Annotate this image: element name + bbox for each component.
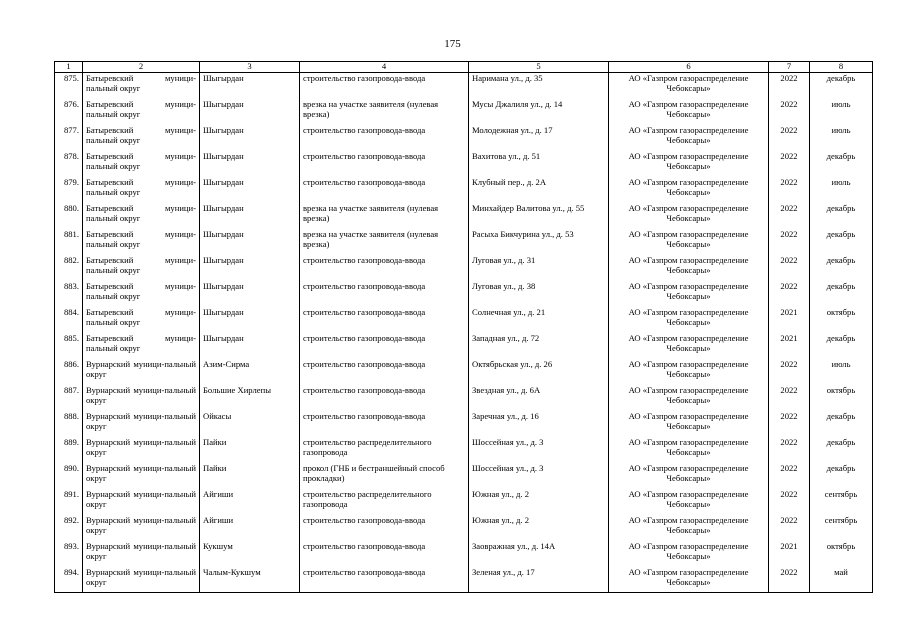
district-cell: Батыревский муници-пальный округ [83,255,200,281]
address-cell: Вахитова ул., д. 51 [469,151,609,177]
month-cell: октябрь [810,307,873,333]
district-cell: Вурнарский муници-пальный округ [83,489,200,515]
month-cell: декабрь [810,229,873,255]
column-header: 6 [609,62,769,73]
work-type-cell: строительство газопровода-ввода [300,177,469,203]
organization-cell: АО «Газпром газораспределение Чебоксары» [609,177,769,203]
table-row [55,411,873,437]
table-row [55,489,873,515]
row-number: 883. [55,281,83,307]
row-number: 889. [55,437,83,463]
year-cell: 2022 [769,177,810,203]
address-cell: Звездная ул., д. 6А [469,385,609,411]
table-row [55,229,873,255]
year-cell: 2022 [769,463,810,489]
district-cell: Вурнарский муници-пальный округ [83,541,200,567]
address-cell: Мусы Джалиля ул., д. 14 [469,99,609,125]
row-number: 894. [55,567,83,593]
column-header: 5 [469,62,609,73]
district-cell: Батыревский муници-пальный округ [83,151,200,177]
year-cell: 2022 [769,489,810,515]
row-number: 878. [55,151,83,177]
organization-cell: АО «Газпром газораспределение Чебоксары» [609,515,769,541]
address-cell: Шоссейная ул., д. 3 [469,463,609,489]
month-cell: декабрь [810,411,873,437]
settlement-cell: Айгиши [200,489,300,515]
settlement-cell: Айгиши [200,515,300,541]
settlement-cell: Ойкасы [200,411,300,437]
district-cell: Вурнарский муници-пальный округ [83,385,200,411]
work-type-cell: строительство газопровода-ввода [300,411,469,437]
month-cell: декабрь [810,203,873,229]
address-cell: Наримана ул., д. 35 [469,73,609,99]
year-cell: 2022 [769,203,810,229]
month-cell: май [810,567,873,593]
month-cell: июль [810,99,873,125]
district-cell: Вурнарский муници-пальный округ [83,359,200,385]
work-type-cell: строительство газопровода-ввода [300,307,469,333]
address-cell: Южная ул., д. 2 [469,515,609,541]
work-type-cell: строительство газопровода-ввода [300,281,469,307]
district-cell: Батыревский муници-пальный округ [83,125,200,151]
year-cell: 2022 [769,281,810,307]
settlement-cell: Шыгырдан [200,73,300,99]
month-cell: декабрь [810,73,873,99]
month-cell: июль [810,177,873,203]
table-row [55,541,873,567]
settlement-cell: Шыгырдан [200,333,300,359]
row-number: 880. [55,203,83,229]
organization-cell: АО «Газпром газораспределение Чебоксары» [609,437,769,463]
table-row [55,567,873,593]
table-row [55,463,873,489]
column-header: 7 [769,62,810,73]
organization-cell: АО «Газпром газораспределение Чебоксары» [609,489,769,515]
year-cell: 2022 [769,567,810,593]
row-number: 893. [55,541,83,567]
table-row [55,307,873,333]
table-row [55,177,873,203]
district-cell: Вурнарский муници-пальный округ [83,567,200,593]
work-type-cell: прокол (ГНБ и бестраншейный способ прокладки) [300,463,469,489]
column-number-row [55,62,873,73]
table-row [55,385,873,411]
year-cell: 2022 [769,125,810,151]
district-cell: Батыревский муници-пальный округ [83,229,200,255]
work-type-cell: врезка на участке заявителя (нулевая врезка) [300,229,469,255]
address-cell: Западная ул., д. 72 [469,333,609,359]
row-number: 890. [55,463,83,489]
work-type-cell: строительство газопровода-ввода [300,151,469,177]
row-number: 879. [55,177,83,203]
organization-cell: АО «Газпром газораспределение Чебоксары» [609,125,769,151]
organization-cell: АО «Газпром газораспределение Чебоксары» [609,359,769,385]
settlement-cell: Шыгырдан [200,307,300,333]
district-cell: Батыревский муници-пальный округ [83,177,200,203]
row-number: 887. [55,385,83,411]
column-header: 8 [810,62,873,73]
work-type-cell: строительство газопровода-ввода [300,359,469,385]
month-cell: июль [810,359,873,385]
district-cell: Батыревский муници-пальный округ [83,333,200,359]
table-row [55,99,873,125]
column-header: 3 [200,62,300,73]
row-number: 886. [55,359,83,385]
table-row [55,203,873,229]
district-cell: Вурнарский муници-пальный округ [83,515,200,541]
work-type-cell: врезка на участке заявителя (нулевая врезка) [300,99,469,125]
row-number: 881. [55,229,83,255]
settlement-cell: Шыгырдан [200,99,300,125]
organization-cell: АО «Газпром газораспределение Чебоксары» [609,151,769,177]
month-cell: сентябрь [810,515,873,541]
address-cell: Солнечная ул., д. 21 [469,307,609,333]
work-type-cell: строительство газопровода-ввода [300,333,469,359]
month-cell: декабрь [810,281,873,307]
address-cell: Заречная ул., д. 16 [469,411,609,437]
table-row [55,515,873,541]
address-cell: Луговая ул., д. 38 [469,281,609,307]
settlement-cell: Чалым-Кукшум [200,567,300,593]
organization-cell: АО «Газпром газораспределение Чебоксары» [609,99,769,125]
settlement-cell: Кукшум [200,541,300,567]
column-header: 2 [83,62,200,73]
work-type-cell: строительство газопровода-ввода [300,73,469,99]
address-cell: Молодежная ул., д. 17 [469,125,609,151]
row-number: 877. [55,125,83,151]
year-cell: 2022 [769,515,810,541]
month-cell: декабрь [810,437,873,463]
address-cell: Клубный пер., д. 2А [469,177,609,203]
year-cell: 2021 [769,541,810,567]
year-cell: 2022 [769,151,810,177]
year-cell: 2022 [769,73,810,99]
organization-cell: АО «Газпром газораспределение Чебоксары» [609,463,769,489]
month-cell: декабрь [810,255,873,281]
address-cell: Луговая ул., д. 31 [469,255,609,281]
organization-cell: АО «Газпром газораспределение Чебоксары» [609,333,769,359]
month-cell: декабрь [810,151,873,177]
column-header: 4 [300,62,469,73]
table-row [55,151,873,177]
table-row [55,255,873,281]
settlement-cell: Шыгырдан [200,203,300,229]
work-type-cell: строительство газопровода-ввода [300,255,469,281]
settlement-cell: Азим-Сирма [200,359,300,385]
column-header: 1 [55,62,83,73]
settlement-cell: Шыгырдан [200,281,300,307]
row-number: 884. [55,307,83,333]
month-cell: июль [810,125,873,151]
address-cell: Октябрьская ул., д. 26 [469,359,609,385]
row-number: 891. [55,489,83,515]
year-cell: 2022 [769,359,810,385]
row-number: 892. [55,515,83,541]
district-cell: Батыревский муници-пальный округ [83,307,200,333]
district-cell: Вурнарский муници-пальный округ [83,411,200,437]
address-cell: Заовражная ул., д. 14А [469,541,609,567]
table-row [55,359,873,385]
settlement-cell: Шыгырдан [200,229,300,255]
row-number: 882. [55,255,83,281]
year-cell: 2022 [769,437,810,463]
organization-cell: АО «Газпром газораспределение Чебоксары» [609,203,769,229]
address-cell: Расыха Бикчурина ул., д. 53 [469,229,609,255]
work-type-cell: строительство распределительного газопровода [300,489,469,515]
address-cell: Шоссейная ул., д. 3 [469,437,609,463]
gasification-table [54,61,873,593]
district-cell: Батыревский муници-пальный округ [83,203,200,229]
work-type-cell: строительство газопровода-ввода [300,515,469,541]
year-cell: 2022 [769,99,810,125]
district-cell: Батыревский муници-пальный округ [83,73,200,99]
work-type-cell: врезка на участке заявителя (нулевая врезка) [300,203,469,229]
organization-cell: АО «Газпром газораспределение Чебоксары» [609,307,769,333]
year-cell: 2021 [769,307,810,333]
settlement-cell: Большие Хирлепы [200,385,300,411]
district-cell: Батыревский муници-пальный округ [83,99,200,125]
page-number: 175 [444,38,461,50]
work-type-cell: строительство газопровода-ввода [300,541,469,567]
table-row [55,125,873,151]
table-row [55,333,873,359]
organization-cell: АО «Газпром газораспределение Чебоксары» [609,541,769,567]
year-cell: 2022 [769,411,810,437]
month-cell: октябрь [810,541,873,567]
settlement-cell: Шыгырдан [200,177,300,203]
year-cell: 2022 [769,255,810,281]
organization-cell: АО «Газпром газораспределение Чебоксары» [609,385,769,411]
month-cell: октябрь [810,385,873,411]
organization-cell: АО «Газпром газораспределение Чебоксары» [609,411,769,437]
row-number: 876. [55,99,83,125]
organization-cell: АО «Газпром газораспределение Чебоксары» [609,229,769,255]
settlement-cell: Шыгырдан [200,255,300,281]
row-number: 888. [55,411,83,437]
district-cell: Батыревский муници-пальный округ [83,281,200,307]
year-cell: 2021 [769,333,810,359]
address-cell: Зеленая ул., д. 17 [469,567,609,593]
district-cell: Вурнарский муници-пальный округ [83,437,200,463]
organization-cell: АО «Газпром газораспределение Чебоксары» [609,567,769,593]
table-row [55,281,873,307]
address-cell: Южная ул., д. 2 [469,489,609,515]
table-row [55,437,873,463]
organization-cell: АО «Газпром газораспределение Чебоксары» [609,255,769,281]
settlement-cell: Шыгырдан [200,151,300,177]
row-number: 875. [55,73,83,99]
year-cell: 2022 [769,229,810,255]
organization-cell: АО «Газпром газораспределение Чебоксары» [609,73,769,99]
month-cell: декабрь [810,463,873,489]
row-number: 885. [55,333,83,359]
settlement-cell: Пайки [200,437,300,463]
work-type-cell: строительство газопровода-ввода [300,567,469,593]
table-row [55,73,873,99]
month-cell: сентябрь [810,489,873,515]
work-type-cell: строительство распределительного газопровода [300,437,469,463]
year-cell: 2022 [769,385,810,411]
address-cell: Минхайдер Валитова ул., д. 55 [469,203,609,229]
month-cell: декабрь [810,333,873,359]
settlement-cell: Пайки [200,463,300,489]
work-type-cell: строительство газопровода-ввода [300,385,469,411]
district-cell: Вурнарский муници-пальный округ [83,463,200,489]
work-type-cell: строительство газопровода-ввода [300,125,469,151]
settlement-cell: Шыгырдан [200,125,300,151]
organization-cell: АО «Газпром газораспределение Чебоксары» [609,281,769,307]
